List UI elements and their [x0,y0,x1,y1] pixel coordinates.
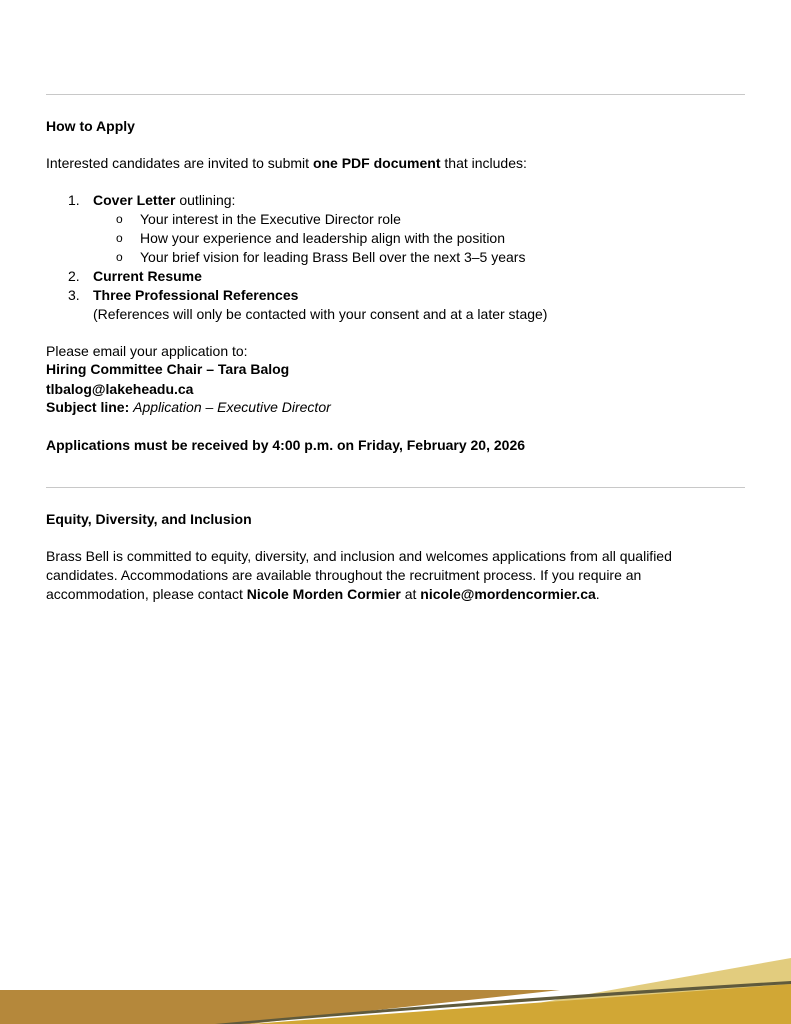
edi-line-2: candidates. Accommodations are available throughout the recruitment process. If you require an [46,567,642,583]
top-divider [46,94,745,95]
bullet-icon: o [116,212,123,226]
list-item-references: Three Professional References [93,287,299,303]
edi-line-3-mid: at [400,586,421,602]
bullet-icon: o [116,250,123,264]
list-number-2: 2. [68,268,80,284]
list-number-3: 3. [68,287,80,303]
how-to-apply-heading: How to Apply [46,118,135,134]
references-note: (References will only be contacted with your consent and at a later stage) [93,306,548,322]
subject-line [46,398,331,417]
hiring-contact-name: Hiring Committee Chair – Tara Balog [46,361,290,377]
subitem-vision: Your brief vision for leading Brass Bell over the next 3–5 years [140,249,526,265]
edi-line-1: Brass Bell is committed to equity, diversity, and inclusion and welcomes applications from all qualified [46,548,672,564]
deadline: Applications must be received by 4:00 p.m. on Friday, February 20, 2026 [46,437,526,453]
edi-contact-email: nicole@mordencormier.ca [420,586,596,602]
edi-line-3 [46,585,600,604]
subject-label: Subject line: [46,399,130,415]
email-intro: Please email your application to: [46,343,248,359]
list-item-resume: Current Resume [93,268,202,284]
intro-bold: one PDF document [312,155,441,171]
hiring-contact-email: tlbalog@lakeheadu.ca [46,381,194,397]
cover-letter-label: Cover Letter [93,192,176,208]
footer-decoration [0,950,791,1024]
edi-line-3-prefix: accommodation, please contact [46,586,247,602]
subitem-interest: Your interest in the Executive Director role [140,211,401,227]
intro-prefix: Interested candidates are invited to submit [46,155,313,171]
subject-value: Application – Executive Director [133,399,331,415]
subitem-experience: How your experience and leadership align with the position [140,230,505,246]
middle-divider [46,487,745,488]
cover-letter-rest: outlining: [175,192,236,208]
list-item-cover-letter [93,191,235,210]
bullet-icon: o [116,231,123,245]
intro-suffix: that includes: [440,155,527,171]
intro-paragraph [46,154,527,173]
edi-heading: Equity, Diversity, and Inclusion [46,511,252,527]
edi-line-3-suffix: . [595,586,600,602]
edi-contact-name: Nicole Morden Cormier [246,586,401,602]
list-number-1: 1. [68,192,80,208]
